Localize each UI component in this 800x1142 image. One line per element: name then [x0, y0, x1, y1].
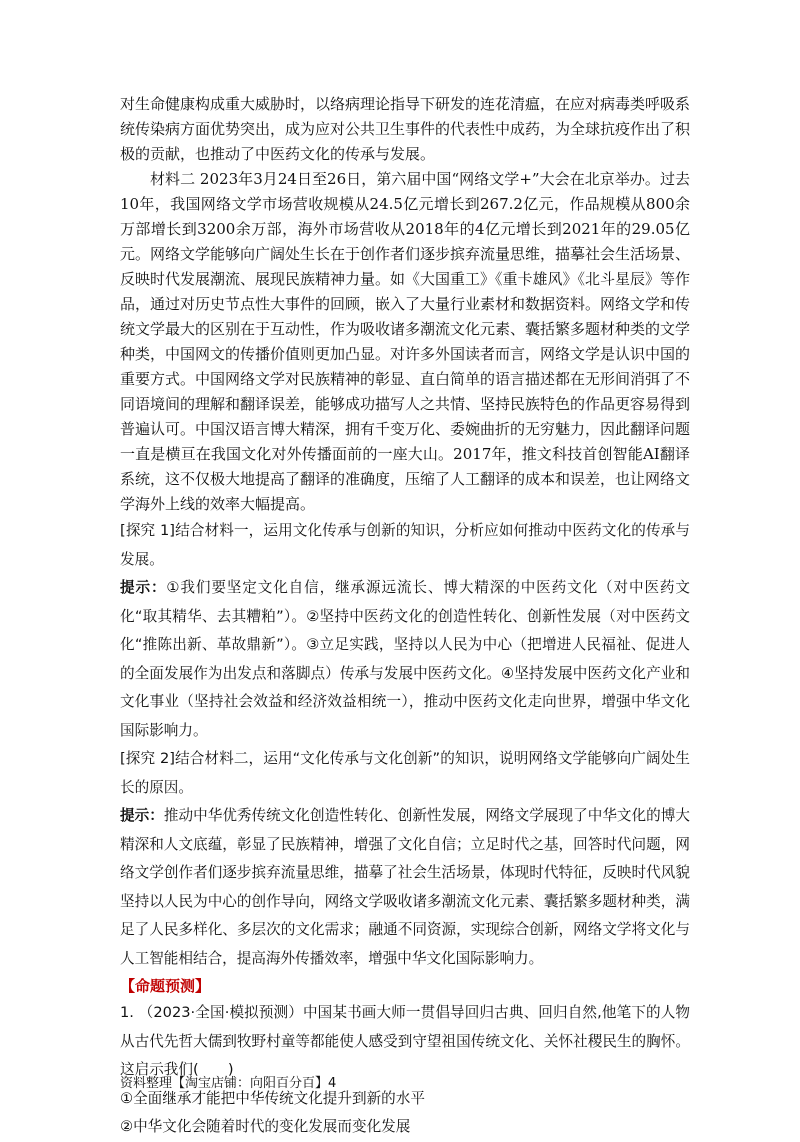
document-body [120, 92, 690, 1142]
section-title: 【命题预测】 [120, 977, 211, 995]
material2-paragraph: 材料二 2023年3月24日至26日，第六届中国“网络文学+”大会在北京举办。过去10年，我国网络文学市场营收规模从24.5亿元增长到267.2亿元，作品规模从800余万部增长到3200余万部，海外市场营收从2018年的4亿元增长到2021年的29.05亿元。网络文学能够向广阔处生长在于创作者们逐步摈弃流量思维，描摹社会生活场景、反映时代发展潮流、展现民族精神力量。如《大国重工》《重卡雄风》《北斗星辰》等作品，通过对历史节点性大事件的回顾，嵌入了大量行业素材和数据资料。网络文学和传统文学最大的区别在于互动性，作为吸收诸多潮流文化元素、囊括繁多题材种类的文学种类，中国网文的传播价值则更加凸显。对许多外国读者而言，网络文学是认识中国的重要方式。中国网络文学对民族精神的彰显、直白简单的语言描述都在无形间消弭了不同语境间的理解和翻译误差，能够成功描写人之共情、坚持民族特色的作品更容易得到普遍认可。中国汉语言博大精深，拥有千变万化、委婉曲折的无穷魅力，因此翻译问题一直是横亘在我国文化对外传播面前的一座大山。2017年，推文科技首创智能AI翻译系统，这不仅极大地提高了翻译的准确度，压缩了人工翻译的成本和误差，也让网络文学海外上线的效率大幅提高。 [120, 170, 691, 513]
explore2-answer [120, 802, 690, 973]
explore2-answer-text: 推动中华优秀传统文化创造性转化、创新性发展，网络文学展现了中华文化的博大精深和人文底蕴，彰显了民族精神，增强了文化自信；立足时代之基，回答时代问题，网络文学创作者们逐步摈弃流量思维，描摹了社会生活场景，体现时代特征，反映时代风貌坚持以人民为中心的创作导向，网络文学吸收诸多潮流文化元素、囊括繁多题材种类，满足了人民多样化、多层次的文化需求；融通不同资源，实现综合创新，网络文学将文化与人工智能相结合，提高海外传播效率，增强中华文化国际影响力。 [120, 807, 690, 967]
tip-label: 提示： [120, 807, 164, 824]
question-1-option-1: ①全面继承才能把中华传统文化提升到新的水平 [120, 1089, 425, 1107]
explore1-answer [120, 574, 690, 745]
question-1-stem: 1. （2023·全国·模拟预测）中国某书画大师一贯倡导回归古典、回归自然,他笔下的人物从古代先哲大儒到牧野村童等都能使人感受到守望祖国传统文化、关怀社稷民生的胸怀。这启示我们( ) [120, 1004, 690, 1078]
explore1-question: [探究 1]结合材料一，运用文化传承与创新的知识，分析应如何推动中医药文化的传承与发展。 [120, 522, 690, 568]
explore2-question: [探究 2]结合材料二，运用“文化传承与文化创新”的知识，说明网络文学能够向广阔处生长的原因。 [120, 750, 690, 796]
tip-label: 提示： [120, 579, 167, 596]
explore1-answer-text: ①我们要坚定文化自信，继承源远流长、博大精深的中医药文化（对中医药文化“取其精华、去其糟粕”）。②坚持中医药文化的创造性转化、创新性发展（对中医药文化“推陈出新、革故鼎新”）。③立足实践，坚持以人民为中心（把增进人民福祉、促进人的全面发展作为出发点和落脚点）传承与发展中医药文化。④坚持发展中医药文化产业和文化事业（坚持社会效益和经济效益相统一），推动中医药文化走向世界，增强中华文化国际影响力。 [120, 579, 690, 739]
material1-paragraph-end: 对生命健康构成重大威胁时，以络病理论指导下研发的连花清瘟，在应对病毒类呼吸系统传染病方面优势突出，成为应对公共卫生事件的代表性中成药，为全球抗疫作出了积极的贡献，也推动了中医药文化的传承与发展。 [120, 95, 691, 163]
page-footer: 资料整理【淘宝店铺：向阳百分百】4 [120, 1076, 337, 1091]
question-1-option-2: ②中华文化会随着时代的变化发展而变化发展 [120, 1118, 411, 1135]
